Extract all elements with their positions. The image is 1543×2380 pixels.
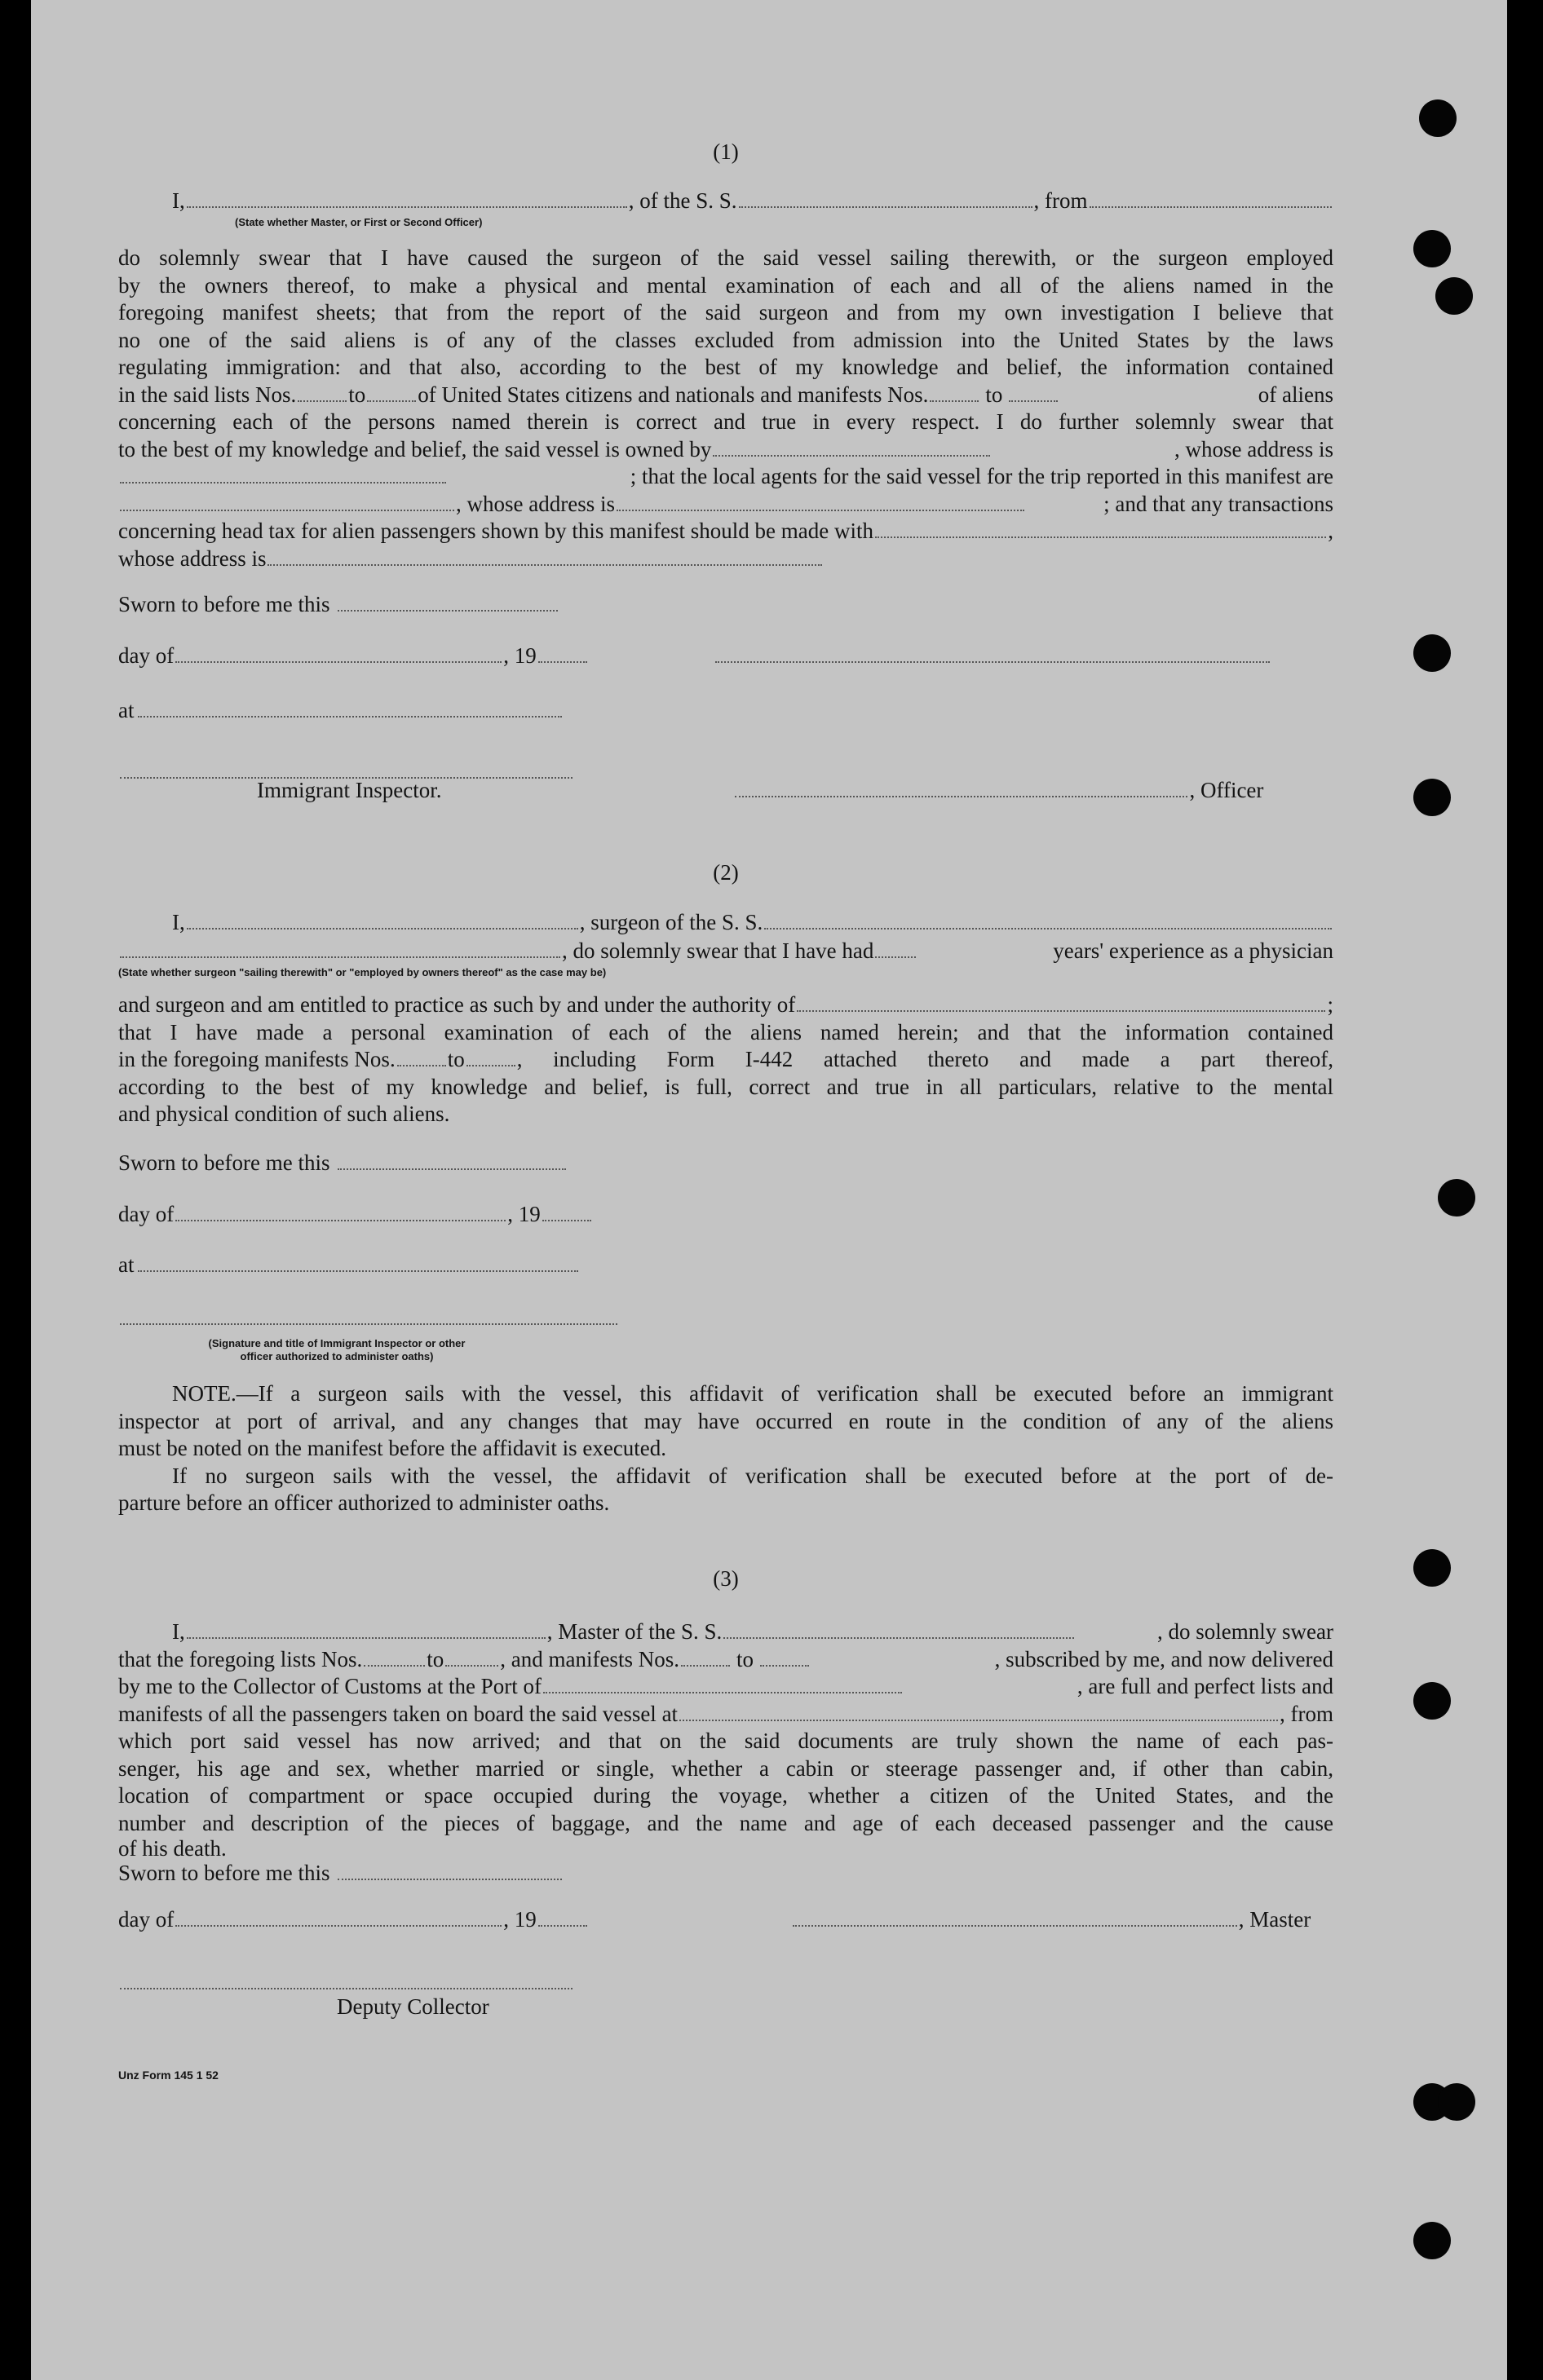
immigrant-inspector-label: Immigrant Inspector. [257, 778, 442, 802]
at-line-2 [118, 1252, 1333, 1279]
departure-port-blank[interactable] [679, 1716, 1278, 1721]
from-label: , from [1033, 188, 1088, 213]
surgeon-of-label: , surgeon of the S. S. [579, 910, 763, 934]
local-agents-line [118, 463, 1333, 491]
manifest-from-blank[interactable] [397, 1062, 446, 1066]
year-blank[interactable] [538, 658, 587, 663]
manifest-to-blank[interactable] [1009, 397, 1058, 402]
signature-row-2 [118, 1305, 1333, 1332]
collector-label: by me to the Collector of Customs at the Port of [118, 1674, 542, 1698]
swear-label: , do solemnly swear [1157, 1619, 1333, 1644]
authority-blank[interactable] [797, 1007, 1325, 1012]
whose-address-label: , whose address is [1174, 436, 1333, 461]
oath-line: regulating immigration: and that also, according to the best of my knowledge and belief, the information contained [118, 355, 1333, 379]
head-tax-address-blank[interactable] [267, 561, 822, 566]
oath-line: foregoing manifest sheets; that from the report of the said surgeon and from my own investigation I believe that [118, 300, 1333, 325]
master-vessel-blank[interactable] [723, 1634, 1074, 1639]
officer-name-blank[interactable] [187, 203, 627, 208]
comma: , [1328, 519, 1333, 543]
punch-hole [1413, 634, 1451, 672]
oath-line: that I have made a personal examination of each of the aliens named herein; and that the information contained [118, 1019, 1333, 1044]
pronoun-i: I, [172, 910, 185, 934]
master-signature-blank[interactable] [793, 1922, 1237, 1927]
master-label: , Master [1238, 1907, 1311, 1932]
to-label: to [447, 1047, 465, 1071]
punch-hole [1413, 230, 1451, 267]
lists-nos-line [118, 382, 1333, 409]
section-3-text [118, 1618, 1333, 1888]
semicolon: ; [1327, 992, 1333, 1017]
surgeon-second-line [118, 938, 1333, 965]
oath-line: which port said vessel has now arrived; and that on the said documents are truly shown the name of each pas- [118, 1729, 1333, 1753]
oath-line: do solemnly swear that I have caused the surgeon of the said vessel sailing therewith, or the surgeon employed [118, 245, 1333, 270]
oath-line: no one of the said aliens is of any of the classes excluded from admission into the United States by the laws [118, 327, 1333, 352]
pronoun-i: I, [172, 188, 185, 213]
authority-label: and surgeon and am entitled to practice as such by and under the authority of [118, 992, 796, 1017]
sworn-line-3 [118, 1860, 1333, 1888]
inspector-officer-row [118, 777, 1333, 805]
punch-hole [1413, 779, 1451, 816]
section-2-text [118, 991, 1333, 1128]
local-agents-label: ; that the local agents for the said vessel for the trip reported in this manifest are [630, 464, 1333, 488]
officer-caption: (State whether Master, or First or Second Officer) [235, 216, 483, 228]
vessel-name-blank[interactable] [739, 203, 1032, 208]
section-2-number: (2) [713, 860, 739, 885]
transactions-label: ; and that any transactions [1103, 491, 1333, 516]
citizens-manifests-label: of United States citizens and nationals and manifests Nos. [418, 382, 929, 407]
note-line: parture before an officer authorized to administer oaths. [118, 1490, 610, 1515]
final-address-line [118, 545, 1333, 573]
head-tax-line [118, 518, 1333, 545]
day-blank[interactable] [175, 1922, 502, 1927]
officer-signature-blank[interactable] [715, 658, 1270, 663]
oath-line: by the owners thereof, to make a physical and mental examination of each and all of the aliens named in the [118, 272, 1333, 298]
master-name-blank[interactable] [187, 1634, 546, 1639]
sworn-label: Sworn to before me this [118, 1150, 330, 1175]
year-label: , 19 [507, 1202, 541, 1226]
year-blank[interactable] [542, 1216, 591, 1221]
note-line: If no surgeon sails with the vessel, the affidavit of verification shall be executed before at the port of de- [172, 1463, 1333, 1488]
manifests-nos-line [118, 1046, 1333, 1074]
oath-line: and physical condition of such aliens. [118, 1102, 450, 1126]
authority-line [118, 991, 1333, 1019]
officer-label: , Officer [1189, 778, 1264, 802]
surgeon-name-blank[interactable] [187, 925, 578, 929]
owner-address-blank[interactable] [120, 479, 446, 484]
owned-by-label: to the best of my knowledge and belief, the said vessel is owned by [118, 436, 712, 461]
section-1-oath-text [118, 245, 1333, 572]
at-place-blank[interactable] [138, 713, 562, 718]
punch-hole [1413, 1549, 1451, 1587]
note-line: NOTE.—If a surgeon sails with the vessel, this affidavit of verification shall be executed before an immigrant [172, 1381, 1333, 1406]
punch-hole [1435, 277, 1473, 315]
lists-nos-label: that the foregoing lists Nos. [118, 1646, 363, 1671]
day-blank[interactable] [175, 658, 502, 663]
of-aliens-label: of aliens [1258, 382, 1333, 407]
from-label: , from [1280, 1701, 1333, 1726]
to-label: to [348, 382, 366, 407]
sworn-date-blank[interactable] [338, 607, 558, 612]
sworn-line-1 [118, 591, 1333, 619]
punch-hole [1438, 2083, 1475, 2121]
collector-line [118, 1673, 1333, 1701]
note-line: inspector at port of arrival, and any changes that may have occurred en route in the condition of any of the aliens [118, 1408, 1333, 1433]
owned-by-line [118, 436, 1333, 464]
surgeon-caption: (State whether surgeon "sailing therewith" or "employed by owners thereof" as the case may be) [118, 966, 607, 978]
list-from-blank[interactable] [364, 1662, 425, 1667]
surgeon-vessel-blank[interactable] [764, 925, 1332, 929]
section-1-number: (1) [713, 139, 739, 164]
deputy-signature-blank[interactable] [120, 1985, 573, 1989]
form-number: Unz Form 145 1 52 [118, 2069, 219, 2082]
master-of-label: , Master of the S. S. [546, 1619, 723, 1644]
oath-line: location of compartment or space occupied during the voyage, whether a citizen of the United States, and the [118, 1783, 1333, 1808]
sworn-label: Sworn to before me this [118, 592, 330, 616]
officer-blank[interactable] [735, 793, 1187, 797]
manifest-to-blank[interactable] [466, 1062, 515, 1066]
day-line-1 [118, 642, 1333, 670]
punch-hole [1413, 1682, 1451, 1720]
lists-line [118, 1646, 1333, 1674]
and-manifests-label: , and manifests Nos. [500, 1646, 679, 1671]
whose-address-is-label: , whose address is [456, 491, 615, 516]
master-first-line [118, 1618, 1333, 1646]
sworn-line-2 [118, 1150, 1333, 1177]
to-label: to [985, 382, 1003, 407]
subscribed-label: , subscribed by me, and now delivered [994, 1646, 1333, 1671]
signature-caption-line: (Signature and title of Immigrant Inspector or other [208, 1337, 466, 1349]
head-tax-label: concerning head tax for alien passengers shown by this manifest should be made with [118, 519, 874, 543]
list-to-blank[interactable] [367, 397, 416, 402]
day-line-2 [118, 1201, 1333, 1229]
at-place-blank[interactable] [138, 1267, 578, 1272]
signature-caption [153, 1337, 520, 1363]
full-lists-label: , are full and perfect lists and [1077, 1674, 1333, 1698]
day-of-label: day of [118, 1202, 175, 1226]
surgeon-first-line [118, 909, 1333, 937]
surgeon-capacity-blank[interactable] [120, 953, 560, 958]
sworn-date-blank[interactable] [338, 1165, 566, 1170]
punch-hole [1419, 99, 1457, 137]
agents-address-line [118, 491, 1333, 519]
manifest-to-blank[interactable] [760, 1662, 809, 1667]
including-label: , including Form I-442 attached thereto and made a part thereof, [516, 1047, 1333, 1071]
oath-line: number and description of the pieces of baggage, and the name and age of each deceased passenger and the cause [118, 1810, 1333, 1835]
to-label: to [427, 1646, 444, 1671]
years-blank[interactable] [875, 953, 916, 958]
of-the-ss-label: , of the S. S. [628, 188, 737, 213]
year-blank[interactable] [538, 1922, 587, 1927]
inspector-signature-blank[interactable] [120, 1320, 617, 1325]
at-line-1 [118, 697, 1333, 725]
oath-line: senger, his age and sex, whether married or single, whether a cabin or steerage passenger and, if other than cabin, [118, 1755, 1333, 1781]
note-line: must be noted on the manifest before the affidavit is executed. [118, 1436, 667, 1460]
deputy-collector-label: Deputy Collector [337, 1994, 489, 2019]
list-to-blank[interactable] [445, 1662, 498, 1667]
deputy-signature-row [118, 1969, 1333, 1997]
section-1-first-line [118, 188, 1333, 215]
head-tax-blank[interactable] [875, 533, 1326, 538]
whose-address-label: whose address is [118, 545, 267, 571]
punch-hole [1438, 1179, 1475, 1216]
manifests-line [118, 1701, 1333, 1729]
form-sheet [31, 0, 1507, 2380]
signature-caption-line: officer authorized to administer oaths) [240, 1350, 434, 1362]
oath-line: concerning each of the persons named therein is correct and true in every respect. I do further solemnly swear that [118, 409, 1333, 434]
port-from-blank[interactable] [1090, 203, 1333, 208]
day-blank[interactable] [175, 1216, 506, 1221]
list-from-blank[interactable] [298, 397, 347, 402]
years-experience-label: years' experience as a physician [1053, 938, 1333, 963]
sworn-label: Sworn to before me this [118, 1861, 330, 1885]
day-of-label: day of [118, 1907, 175, 1932]
year-label: , 19 [503, 643, 537, 668]
punch-hole [1413, 2222, 1451, 2259]
manifests-nos-label: in the foregoing manifests Nos. [118, 1047, 396, 1071]
manifest-from-blank[interactable] [930, 397, 979, 402]
manifest-from-blank[interactable] [681, 1662, 730, 1667]
lists-nos-label: in the said lists Nos. [118, 382, 297, 407]
oath-line: according to the best of my knowledge and belief, is full, correct and true in all particulars, relative to the mental [118, 1074, 1333, 1099]
at-label: at [118, 698, 135, 722]
swear-had-label: , do solemnly swear that I have had [562, 938, 874, 963]
day-of-label: day of [118, 643, 175, 668]
at-label: at [118, 1252, 135, 1277]
agents-blank[interactable] [120, 506, 454, 511]
oath-line: of his death. [118, 1836, 227, 1861]
section-3-number: (3) [713, 1566, 739, 1591]
owner-blank[interactable] [713, 452, 990, 457]
day-line-3 [118, 1906, 1333, 1934]
manifests-all-label: manifests of all the passengers taken on board the said vessel at [118, 1701, 679, 1726]
pronoun-i: I, [172, 1619, 185, 1644]
to-label: to [736, 1646, 754, 1671]
sworn-date-blank[interactable] [338, 1875, 562, 1880]
agents-address-blank[interactable] [617, 506, 1024, 511]
note-text [118, 1380, 1333, 1517]
port-blank[interactable] [543, 1689, 902, 1693]
year-label: , 19 [503, 1907, 537, 1932]
